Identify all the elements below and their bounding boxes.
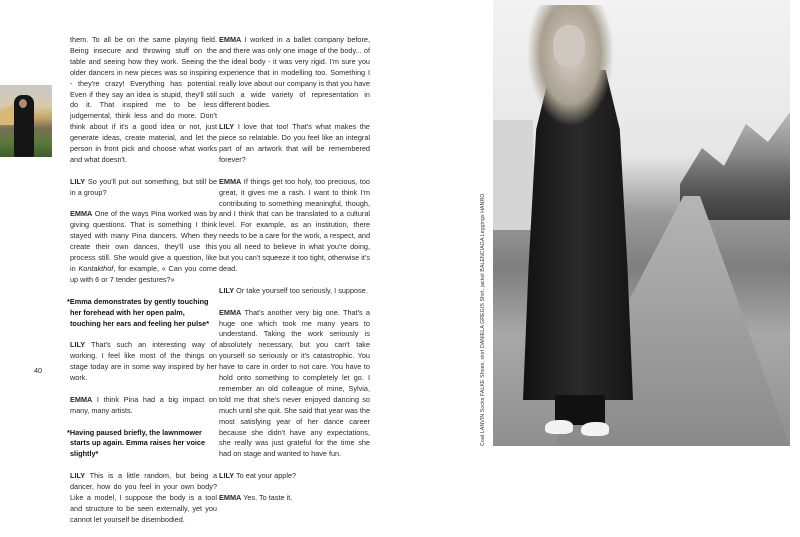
speaker: EMMA (70, 394, 93, 404)
paragraph: EMMA That's another very big one. That's a huge one which took me many years to understand. Taking the work seriously is absolutely necessary, but you can't take yourself so seriously or it's catastrophic. You have to care in order to not care. You have to hold onto something to completely let go. I remember an old colleague of mine, Sylvia, told me that she's never enjoyed dancing so much until she quit. She said that year was the most satisfying year of her dance career because she didn't have any expectations, she really was just grateful for the time she had on stage and wanted to have fun. (219, 307, 370, 459)
speaker: LILY (70, 471, 86, 481)
page-number: 40 (34, 366, 43, 375)
face-shape (553, 25, 585, 67)
face-shape (19, 99, 27, 108)
thumbnail-photo (0, 85, 52, 157)
speaker: LILY (219, 122, 235, 132)
paragraph: LILY This is a little random, but being a dancer, how do you feel in your own body? Like a model, I suppose the body is a tool and structure to be seen externally, yet you cannot let yourself be disembodied. (70, 471, 217, 524)
speaker: EMMA (219, 307, 242, 317)
paragraph: EMMA I think Pina had a big impact on many, many artists. (70, 394, 217, 415)
paragraph: LILY So you'll put out something, but still be in a group? (70, 176, 217, 197)
paragraph: LILY I love that too! That's what makes the piece so relatable. Do you feel like an integral part of an artwork that will be remembered forever? (219, 122, 370, 164)
speaker: EMMA (219, 35, 242, 44)
shoe-shape (581, 422, 609, 436)
paragraph: LILY Or take yourself too seriously, I suppose. (219, 285, 368, 295)
wall-shape (493, 120, 533, 230)
paragraph: LILY That's such an interesting way of working. I feel like most of the things on stage today are in some way inspired by her work. (70, 340, 217, 383)
paragraph: EMMA I worked in a ballet company before, and there was only one image of the body... of the ideal body - it was very rigid. I'm sure you experience that in modelling too. Something I really love about our company is that you have such a wide variety of representation in different bodies. (219, 35, 370, 110)
paragraph: EMMA One of the ways Pina worked was by giving questions. That is something I think stayed with many Pina dancers. When they create their own dances, they'll use this process still. She would give a question, like in Kontakthof, for example, « Can you come up with 6 or 7 tender gestures?» (70, 209, 217, 284)
speaker: EMMA (70, 209, 93, 219)
speaker: LILY (219, 471, 235, 481)
speaker: LILY (70, 176, 86, 186)
shoe-shape (545, 420, 573, 434)
stage-direction: *Having paused briefly, the lawnmower starts up again. Emma raises her voice slightly* (67, 427, 206, 459)
photo-credit: Coat LANVIN Socks FALKE Shoes, skirt DANIELA GREGIS Shirt, jacket BALENCIAGA Leggings HANRO (480, 193, 486, 446)
portrait-photo (493, 0, 790, 446)
speaker: LILY (219, 285, 235, 295)
text-column-2 (219, 35, 370, 515)
paragraph: LILY To eat your apple? (219, 471, 297, 481)
speaker: EMMA (219, 176, 242, 186)
text-column-1 (67, 35, 217, 537)
speaker: EMMA (219, 492, 242, 502)
stage-direction: *Emma demonstrates by gently touching her forehead with her open palm, touching her ears and feeling her pulse* (67, 296, 210, 328)
paragraph: EMMA Yes. To taste it. (219, 492, 293, 502)
paragraph: them. To all be on the same playing field. Being insecure and throwing stuff on the table and seeing how they work. Seeing the older dancers in new pieces was so inspiring - they're crazy! Everything has potential. Even if they say an idea is stupid, they'll still do it. That inspired me to be less judgemental, think less and do more. Don't think about if it's a good idea or not, just generate ideas, create material, and let the person in front pick and choose what works and what doesn't. (70, 35, 217, 164)
paragraph: EMMA If things get too holy, too precious, too great, it gives me a rash. I want to think I'm contributing to something meaningful, though, and I think that can be translated to a cultural level. For example, as an institution, there needs to be a care for the work, a respect, and you all need to believe in what you're doing, but you can't squeeze it too tight, otherwise it's dead. (219, 176, 370, 273)
speaker: LILY (70, 340, 86, 350)
